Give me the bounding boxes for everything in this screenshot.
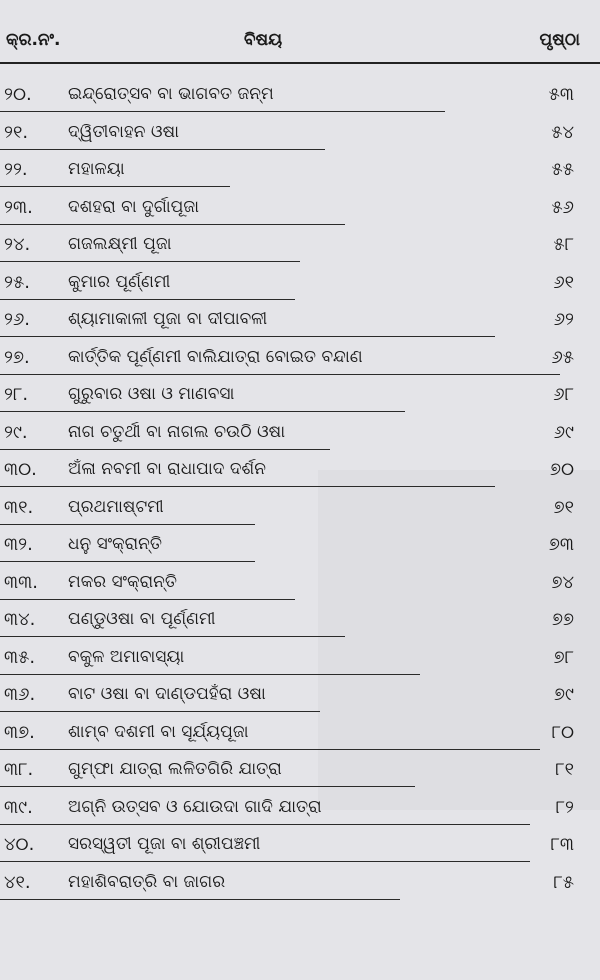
toc-entry (0, 493, 600, 531)
entry-underline (0, 111, 445, 112)
entry-page-number: ୭୪ (551, 571, 574, 593)
entry-page-number: ୬୫ (551, 346, 574, 368)
entry-number: ୩୪. (4, 609, 36, 630)
toc-entry (0, 455, 600, 493)
entry-page-number: ୮୨ (555, 796, 574, 818)
toc-entry (0, 830, 600, 868)
entry-number: ୨୧. (4, 121, 29, 143)
entry-title: ମକର ସଂକ୍ରାନ୍ତି (68, 571, 177, 592)
toc-entry (0, 868, 600, 906)
subject-column-header: ବିଷୟ (244, 30, 283, 50)
entry-number: ୨୨. (4, 159, 28, 180)
entry-number: ୨୯. (4, 421, 28, 443)
entry-title: କାର୍ତ୍ତିକ ପୂର୍ଣ୍ଣମୀ ବାଲିଯାତ୍ରା ବୋଇତ ବନ୍ଦାଣ (68, 346, 363, 367)
toc-entry (0, 718, 600, 756)
entry-page-number: ୫୫ (551, 159, 574, 180)
entry-title: ଗଜଲକ୍ଷ୍ମୀ ପୂଜା (68, 234, 172, 254)
toc-entry (0, 155, 600, 193)
entry-page-number: ୭୦ (549, 459, 574, 480)
entry-number: ୨୩. (4, 196, 33, 218)
entry-page-number: ୫୩ (548, 84, 574, 105)
entry-underline (0, 224, 345, 225)
entry-page-number: ୭୭ (551, 609, 574, 630)
entry-number: ୩୭. (4, 721, 35, 743)
toc-entry (0, 793, 600, 831)
entry-page-number: ୮୧ (555, 759, 574, 780)
entry-underline (0, 636, 345, 637)
toc-entry (0, 568, 600, 606)
entry-number: ୩୯. (4, 796, 33, 818)
number-column-header: କ୍ର.ନଂ. (6, 30, 61, 50)
toc-entry (0, 643, 600, 681)
entry-title: ଅଁଳା ନବମୀ ବା ରାଧାପାଦ ଦର୍ଶନ (68, 459, 266, 479)
entry-title: ବାଟ ଓଷା ବା ଦାଣ୍ଡପହଁରା ଓଷା (68, 684, 266, 704)
entry-number: ୩୫. (4, 646, 36, 668)
entry-title: କୁମାର ପୂର୍ଣ୍ଣମୀ (68, 271, 171, 292)
entry-page-number: ୭୯ (554, 684, 574, 705)
entry-underline (0, 186, 230, 187)
entry-underline (0, 149, 325, 150)
page-column-header: ପୃଷ୍ଠା (539, 30, 580, 50)
toc-entry (0, 343, 600, 381)
toc-entry (0, 380, 600, 418)
toc-entry (0, 230, 600, 268)
entry-underline (0, 486, 495, 487)
entry-page-number: ୬୧ (553, 271, 574, 293)
entry-title: ବକୁଳ ଅମାବାସ୍ୟା (68, 646, 185, 667)
entry-title: ଦଶହରା ବା ଦୁର୍ଗାପୂଜା (68, 196, 200, 217)
entry-page-number: ୬୨ (553, 309, 574, 330)
entry-underline (0, 786, 415, 787)
entry-page-number: ୫୬ (551, 196, 574, 218)
entry-title: ପଣ୍ଡୁଓଷା ବା ପୂର୍ଣ୍ଣମୀ (68, 609, 216, 629)
entry-title: ଦ୍ୱିତୀବାହନ ଓଷା (68, 121, 179, 142)
entry-number: ୩୬. (4, 684, 36, 705)
entry-underline (0, 449, 330, 450)
entry-title: ଧନୁ ସଂକ୍ରାନ୍ତି (68, 534, 162, 554)
entry-page-number: ୮୫ (553, 871, 574, 893)
toc-entry (0, 193, 600, 231)
entry-title: ମହାଳୟା (68, 159, 125, 179)
toc-entry (0, 755, 600, 793)
entry-number: ୨୮. (4, 384, 29, 405)
entry-underline (0, 411, 405, 412)
entry-page-number: ୮୩ (550, 834, 574, 855)
entry-underline (0, 599, 295, 600)
toc-entry (0, 80, 600, 118)
entry-title: ମହାଶିବରାତ୍ରି ବା ଜାଗର (68, 871, 226, 892)
entry-title: ଶାମ୍ବ ଦଶମୀ ବା ସୂର୍ଯ୍ୟପୂଜା (68, 721, 249, 742)
entry-page-number: ୫୪ (551, 121, 574, 143)
entry-page-number: ୭୮ (553, 646, 574, 668)
entry-page-number: ୬୯ (553, 421, 574, 443)
entry-underline (0, 711, 320, 712)
entry-underline (0, 261, 300, 262)
entry-number: ୪୧. (4, 871, 31, 893)
toc-entry (0, 268, 600, 306)
toc-header (0, 26, 600, 64)
entry-page-number: ୭୩ (548, 534, 574, 555)
entry-page-number: ୮୦ (551, 721, 574, 743)
toc-entry (0, 118, 600, 156)
entry-number: ୩୧. (4, 496, 34, 518)
entry-number: ୨୦. (4, 84, 32, 105)
entry-underline (0, 561, 255, 562)
entry-number: ୨୬. (4, 309, 30, 330)
entry-title: ଇନ୍ଦ୍ରୋତ୍ସବ ବା ଭାଗବତ ଜନ୍ମ (68, 84, 274, 104)
entry-underline (0, 861, 530, 862)
toc-entry (0, 605, 600, 643)
toc-entry (0, 305, 600, 343)
entry-title: ଗୁମ୍ଫା ଯାତ୍ରା ଲଳିତଗିରି ଯାତ୍ରା (68, 759, 282, 779)
entry-title: ସରସ୍ୱତୀ ପୂଜା ବା ଶ୍ରୀପଞ୍ଚମୀ (68, 834, 261, 854)
entry-number: ୩୦. (4, 459, 37, 480)
toc-entry (0, 530, 600, 568)
entry-underline (0, 899, 400, 900)
toc-entry (0, 680, 600, 718)
entry-underline (0, 749, 540, 750)
entry-title: ପ୍ରଥମାଷ୍ଟମୀ (68, 496, 164, 517)
entry-underline (0, 674, 420, 675)
entry-title: ଶ୍ୟାମାକାଳୀ ପୂଜା ବା ଦୀପାବଳୀ (68, 309, 268, 329)
entry-number: ୩୩. (4, 571, 39, 593)
entry-page-number: ୫୮ (553, 234, 574, 255)
entry-page-number: ୭୧ (553, 496, 574, 518)
entry-page-number: ୬୮ (553, 384, 574, 405)
entry-number: ୨୭. (4, 346, 30, 368)
entry-number: ୪୦. (4, 834, 35, 855)
toc-entry (0, 418, 600, 456)
entry-underline (0, 824, 530, 825)
entry-underline (0, 299, 295, 300)
entry-title: ଅଗ୍ନି ଉତ୍ସବ ଓ ଯୋଉଦା ଗାଦି ଯାତ୍ରା (68, 796, 322, 817)
entry-title: ଗୁରୁବାର ଓଷା ଓ ମାଣବସା (68, 384, 235, 404)
toc-rows (0, 80, 600, 905)
entry-underline (0, 336, 495, 337)
entry-title: ନାଗ ଚତୁର୍ଥୀ ବା ନାଗଲ ଚଉଠି ଓଷା (68, 421, 286, 442)
entry-number: ୨୪. (4, 234, 31, 255)
entry-underline (0, 374, 560, 375)
entry-number: ୩୨. (4, 534, 33, 555)
entry-underline (0, 524, 255, 525)
entry-number: ୨୫. (4, 271, 30, 293)
entry-number: ୩୮. (4, 759, 34, 780)
